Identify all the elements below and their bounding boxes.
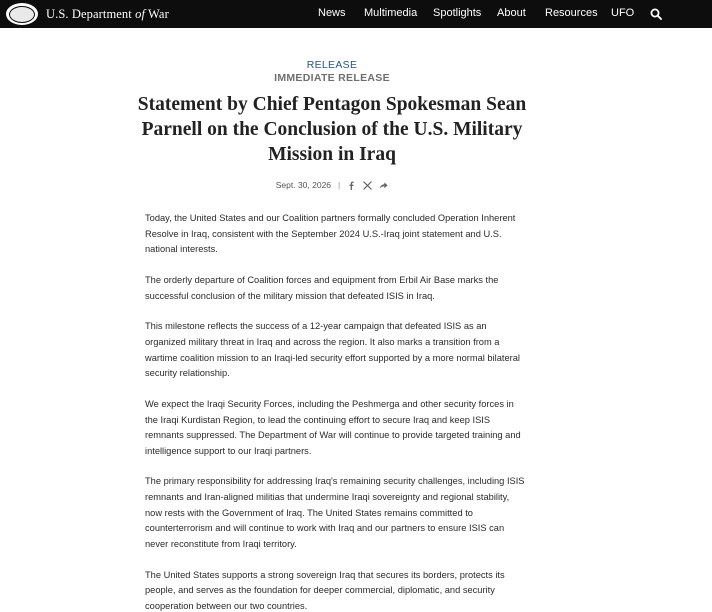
article-paragraph-6: The United States supports a strong sovereign Iraq that secures its borders, protects its people, and serves as the foundation for deeper commercial, diplomatic, and security cooperation between our two countries. (145, 569, 505, 611)
article-paragraph-1: Today, the United States and our Coalition partners formally concluded Operation Inherent Resolve in Iraq, consistent with the September 2024 U.S.-Iraq joint statement and U.S. national interests. (145, 213, 516, 255)
publish-date: Sept. 30, 2026 (275, 180, 332, 190)
nav-item-spotlights[interactable]: Spotlights (433, 7, 482, 19)
search-icon[interactable] (650, 8, 662, 20)
article-body (145, 211, 527, 612)
brand-link[interactable] (6, 3, 169, 25)
brand-name (46, 7, 169, 22)
release-timing-label: IMMEDIATE RELEASE (274, 72, 390, 84)
article-paragraph-4: We expect the Iraqi Security Forces, including the Peshmerga and other security forces in the Iraqi Kurdistan Region, to lead the continuing effort to secure Iraq and keep ISIS remnants suppressed. The Department of War will continue to provide targeted training and intelligence support to our Iraqi partners. (145, 398, 521, 456)
facebook-icon[interactable] (347, 181, 356, 190)
nav-item-ufo[interactable]: UFO (611, 7, 635, 19)
nav-item-news[interactable]: News (318, 7, 346, 19)
article-meta (0, 178, 664, 192)
brand-of: of (135, 6, 146, 21)
x-icon[interactable] (363, 181, 372, 190)
nav-item-multimedia[interactable]: Multimedia (364, 7, 418, 19)
brand-suffix: War (145, 6, 169, 21)
department-seal-logo (6, 3, 38, 25)
page-title: Statement by Chief Pentagon Spokesman Sean Parnell on the Conclusion of the U.S. Military Mission in Iraq (137, 94, 527, 165)
release-type-label[interactable]: RELEASE (306, 59, 358, 71)
nav-item-about[interactable]: About (497, 7, 526, 19)
article-paragraph-5: The primary responsibility for addressing Iraq's remaining security challenges, including ISIS remnants and Iran-aligned militias that undermine Iraqi sovereignty and regional stability, now rests with the Government of Iraq. The United States remains committed to counterterrorism and will continue to work with Iraq and our partners to ensure ISIS can never reconstitute from Iraqi territory. (145, 476, 525, 549)
nav-item-resources[interactable]: Resources (545, 7, 598, 19)
brand-prefix: U.S. Department (46, 6, 136, 21)
article-paragraph-3: This milestone reflects the success of a 12-year campaign that defeated ISIS as an organized military threat in Iraq and across the region. It also marks a transition from a wartime coalition mission to an Iraqi-led security effort supported by a more normal bilateral security relationship. (145, 321, 520, 379)
seal-inner-ring (9, 6, 35, 23)
article-paragraph-2: The orderly departure of Coalition forces and equipment from Erbil Air Base marks the successful conclusion of the military mission that defeated ISIS in Iraq. (145, 274, 499, 301)
meta-separator: | (338, 180, 341, 190)
top-navigation-bar (0, 0, 712, 28)
share-icon[interactable] (379, 181, 388, 190)
